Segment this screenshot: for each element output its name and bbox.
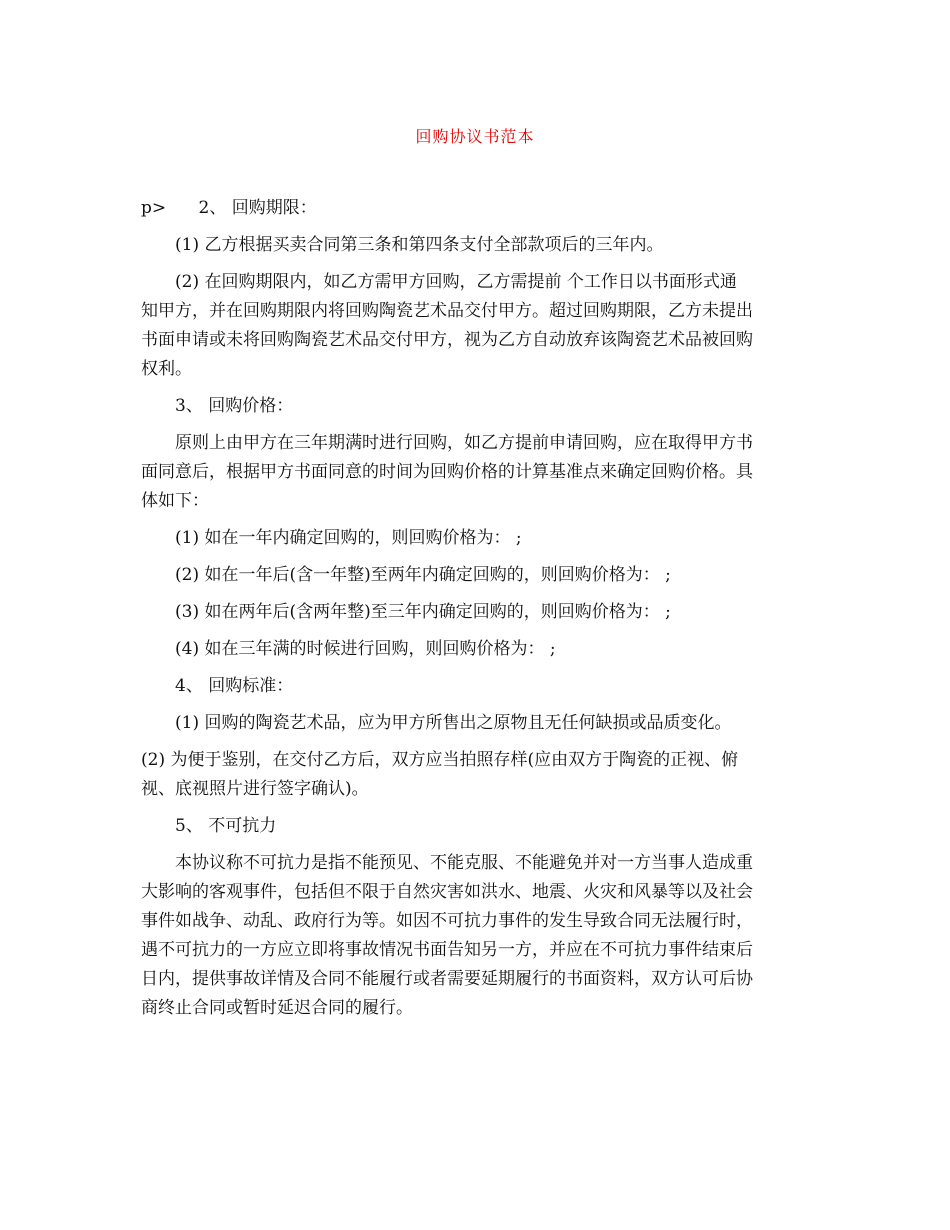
text-line: 权利。 xyxy=(141,359,192,379)
text-line: 5、 不可抗力 xyxy=(175,816,277,836)
text-line: 3、 回购价格： xyxy=(175,396,294,416)
text-line: 原则上由甲方在三年期满时进行回购，如乙方提前申请回购，应在取得甲方书 xyxy=(175,433,753,453)
text-line: (4) 如在三年满的时候进行回购，则回购价格为： ; xyxy=(175,639,556,659)
text-line: 书面申请或未将回购陶瓷艺术品交付甲方，视为乙方自动放弃该陶瓷艺术品被回购 xyxy=(141,330,753,350)
text-line: p> 2、 回购期限： xyxy=(141,198,317,218)
text-line: 视、底视照片进行签字确认)。 xyxy=(141,779,369,799)
text-line: (2) 为便于鉴别，在交付乙方后，双方应当拍照存样(应由双方于陶瓷的正视、俯 xyxy=(141,750,739,770)
text-line: 事件如战争、动乱、政府行为等。如因不可抗力事件的发生导致合同无法履行时， xyxy=(141,911,753,931)
text-line: 遇不可抗力的一方应立即将事故情况书面告知另一方，并应在不可抗力事件结束后 xyxy=(141,940,753,960)
document-body xyxy=(141,194,813,1023)
text-line: 4、 回购标准： xyxy=(175,676,294,696)
text-line: (2) 如在一年后(含一年整)至两年内确定回购的，则回购价格为： ; xyxy=(175,565,671,585)
text-line: (1) 回购的陶瓷艺术品，应为甲方所售出之原物且无任何缺损或品质变化。 xyxy=(175,713,732,733)
text-line: 大影响的客观事件，包括但不限于自然灾害如洪水、地震、火灾和风暴等以及社会 xyxy=(141,882,753,902)
text-line: (1) 如在一年内确定回购的，则回购价格为： ; xyxy=(175,528,522,548)
text-line: 面同意后，根据甲方书面同意的时间为回购价格的计算基准点来确定回购价格。具 xyxy=(141,462,753,482)
text-line: (1) 乙方根据买卖合同第三条和第四条支付全部款项后的三年内。 xyxy=(175,235,664,255)
text-line: 体如下： xyxy=(141,491,209,511)
text-line: 日内，提供事故详情及合同不能履行或者需要延期履行的书面资料，双方认可后协 xyxy=(141,969,753,989)
text-line: (2) 在回购期限内，如乙方需甲方回购，乙方需提前 个工作日以书面形式通 xyxy=(175,272,737,292)
document-title: 回购协议书范本 xyxy=(415,127,535,146)
text-line: 本协议称不可抗力是指不能预见、不能克服、不能避免并对一方当事人造成重 xyxy=(175,853,753,873)
text-line: 知甲方，并在回购期限内将回购陶瓷艺术品交付甲方。超过回购期限，乙方未提出 xyxy=(141,301,753,321)
text-line: 商终止合同或暂时延迟合同的履行。 xyxy=(141,998,413,1018)
text-line: (3) 如在两年后(含两年整)至三年内确定回购的，则回购价格为： ; xyxy=(175,602,671,622)
